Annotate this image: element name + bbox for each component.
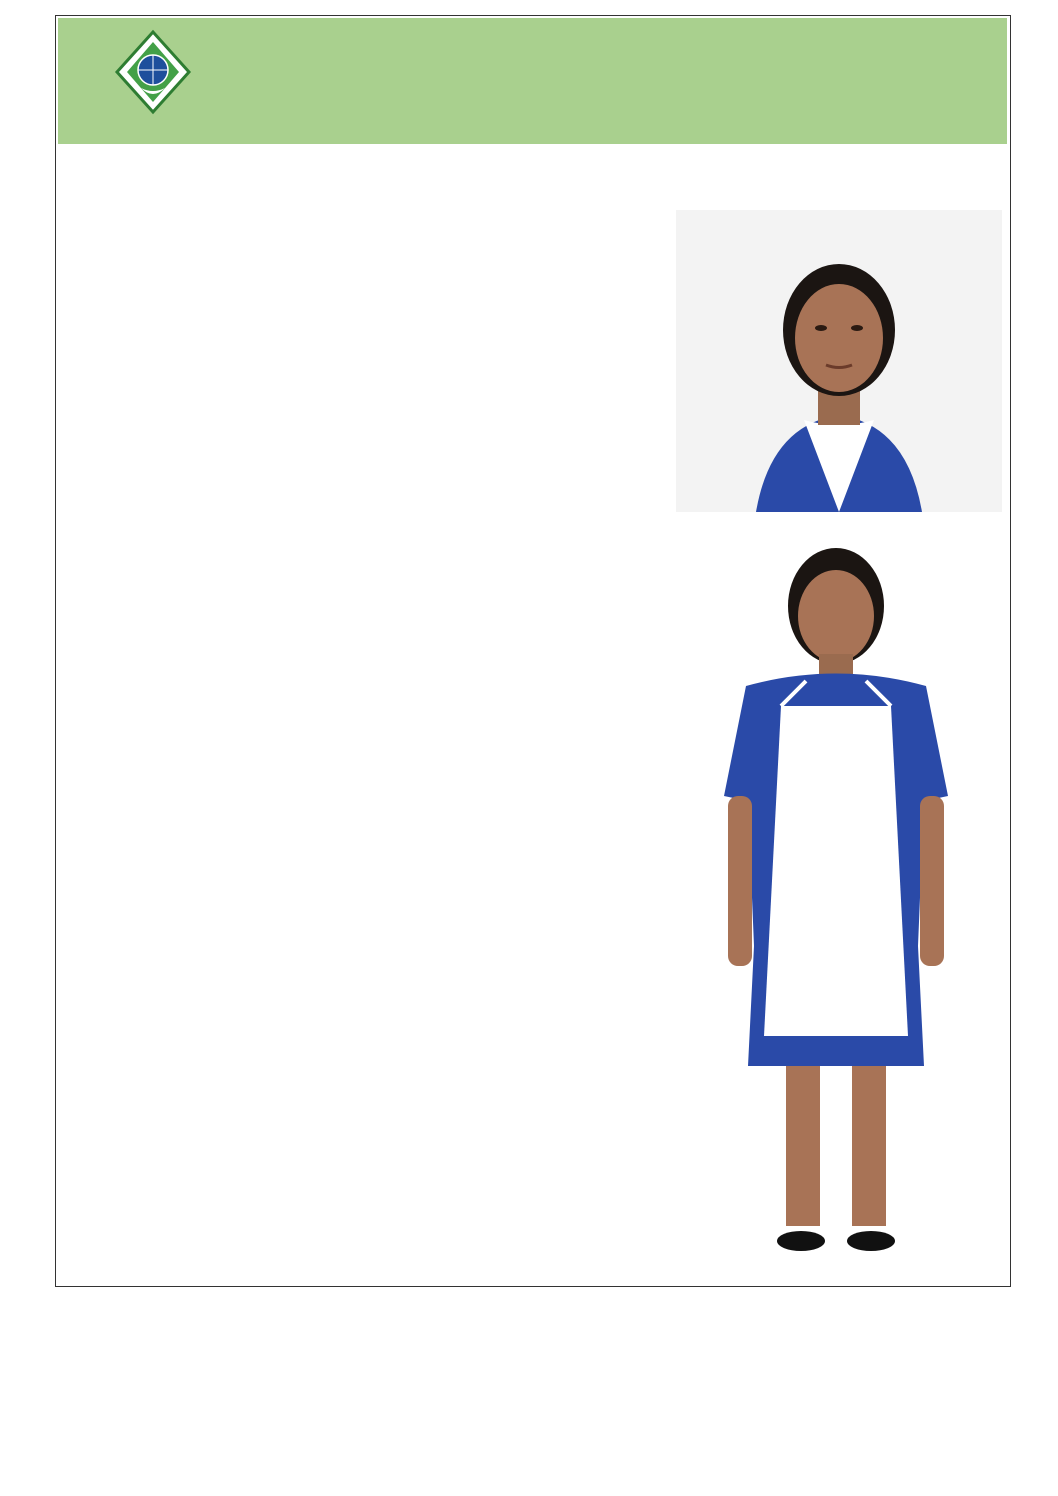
application-form	[56, 16, 1011, 1287]
application-form-page	[55, 15, 1011, 1287]
